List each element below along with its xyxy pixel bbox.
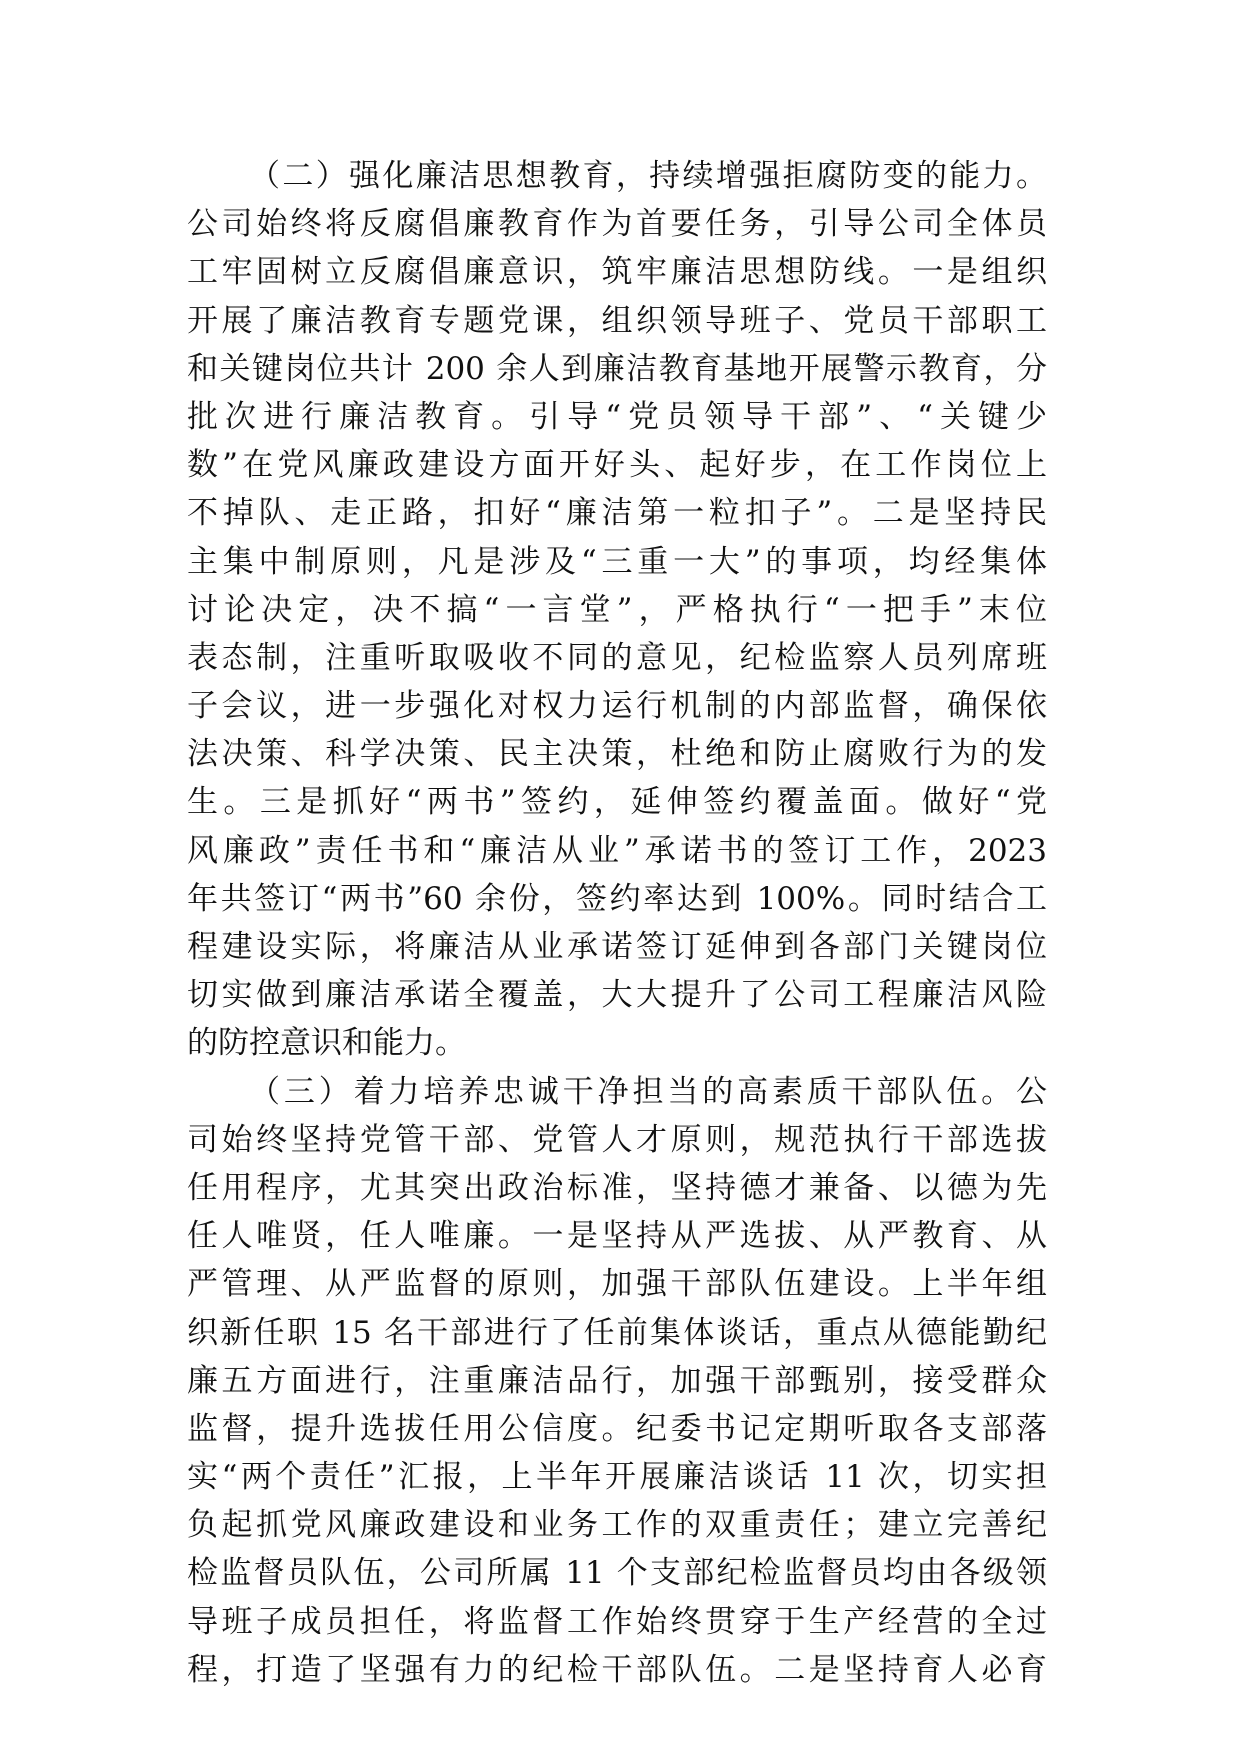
text-line: 司始终坚持党管干部、党管人才原则，规范执行干部选拔 bbox=[187, 1121, 1047, 1158]
paragraph-three bbox=[187, 1068, 1047, 1694]
text-line: 数”在党风廉政建设方面开好头、起好步，在工作岗位上 bbox=[187, 447, 1047, 484]
text-line: 任人唯贤，任人唯廉。一是坚持从严选拔、从严教育、从 bbox=[187, 1218, 1047, 1255]
text-line: 导班子成员担任，将监督工作始终贯穿于生产经营的全过 bbox=[187, 1603, 1047, 1640]
text-line: 批次进行廉洁教育。引导“党员领导干部”、“关键少 bbox=[187, 398, 1047, 435]
text-line: 负起抓党风廉政建设和业务工作的双重责任；建立完善纪 bbox=[187, 1507, 1047, 1544]
text-line: 和关键岗位共计 200 余人到廉洁教育基地开展警示教育，分 bbox=[187, 350, 1047, 387]
text-line: 生。三是抓好“两书”签约，延伸签约覆盖面。做好“党 bbox=[187, 784, 1047, 821]
text-line: 不掉队、走正路，扣好“廉洁第一粒扣子”。二是坚持民 bbox=[187, 495, 1047, 532]
text-line: 讨论决定，决不搞“一言堂”，严格执行“一把手”末位 bbox=[187, 591, 1047, 628]
text-line: 风廉政”责任书和“廉洁从业”承诺书的签订工作，2023 bbox=[187, 832, 1047, 869]
text-line: （二）强化廉洁思想教育，持续增强拒腐防变的能力。 bbox=[249, 158, 1047, 194]
text-line: 织新任职 15 名干部进行了任前集体谈话，重点从德能勤纪 bbox=[187, 1314, 1047, 1351]
text-line: （三）着力培养忠诚干净担当的高素质干部队伍。公 bbox=[249, 1073, 1047, 1110]
text-line: 子会议，进一步强化对权力运行机制的内部监督，确保依 bbox=[187, 688, 1047, 725]
text-line: 的防控意识和能力。 bbox=[187, 1025, 466, 1062]
text-line: 法决策、科学决策、民主决策，杜绝和防止腐败行为的发 bbox=[187, 736, 1047, 773]
text-line: 开展了廉洁教育专题党课，组织领导班子、党员干部职工 bbox=[187, 302, 1047, 339]
body-text bbox=[187, 152, 1047, 1694]
text-line: 表态制，注重听取吸收不同的意见，纪检监察人员列席班 bbox=[187, 639, 1047, 676]
text-line: 严管理、从严监督的原则，加强干部队伍建设。上半年组 bbox=[187, 1266, 1047, 1303]
text-line: 工牢固树立反腐倡廉意识，筑牢廉洁思想防线。一是组织 bbox=[187, 254, 1047, 291]
text-line: 任用程序，尤其突出政治标准，坚持德才兼备、以德为先 bbox=[187, 1169, 1047, 1206]
paragraph-two bbox=[187, 152, 1047, 1068]
text-line: 切实做到廉洁承诺全覆盖，大大提升了公司工程廉洁风险 bbox=[187, 977, 1047, 1014]
text-line: 监督，提升选拔任用公信度。纪委书记定期听取各支部落 bbox=[187, 1410, 1047, 1447]
text-line: 实“两个责任”汇报，上半年开展廉洁谈话 11 次，切实担 bbox=[187, 1459, 1047, 1496]
text-line: 公司始终将反腐倡廉教育作为首要任务，引导公司全体员 bbox=[187, 206, 1047, 243]
text-line: 程建设实际，将廉洁从业承诺签订延伸到各部门关键岗位 bbox=[187, 929, 1047, 965]
text-line: 廉五方面进行，注重廉洁品行，加强干部甄别，接受群众 bbox=[187, 1362, 1047, 1399]
text-line: 程，打造了坚强有力的纪检干部队伍。二是坚持育人必育 bbox=[187, 1651, 1047, 1688]
text-line: 主集中制原则，凡是涉及“三重一大”的事项，均经集体 bbox=[187, 543, 1047, 580]
text-line: 检监督员队伍，公司所属 11 个支部纪检监督员均由各级领 bbox=[187, 1555, 1047, 1592]
text-line: 年共签订“两书”60 余份，签约率达到 100%。同时结合工 bbox=[187, 880, 1047, 917]
